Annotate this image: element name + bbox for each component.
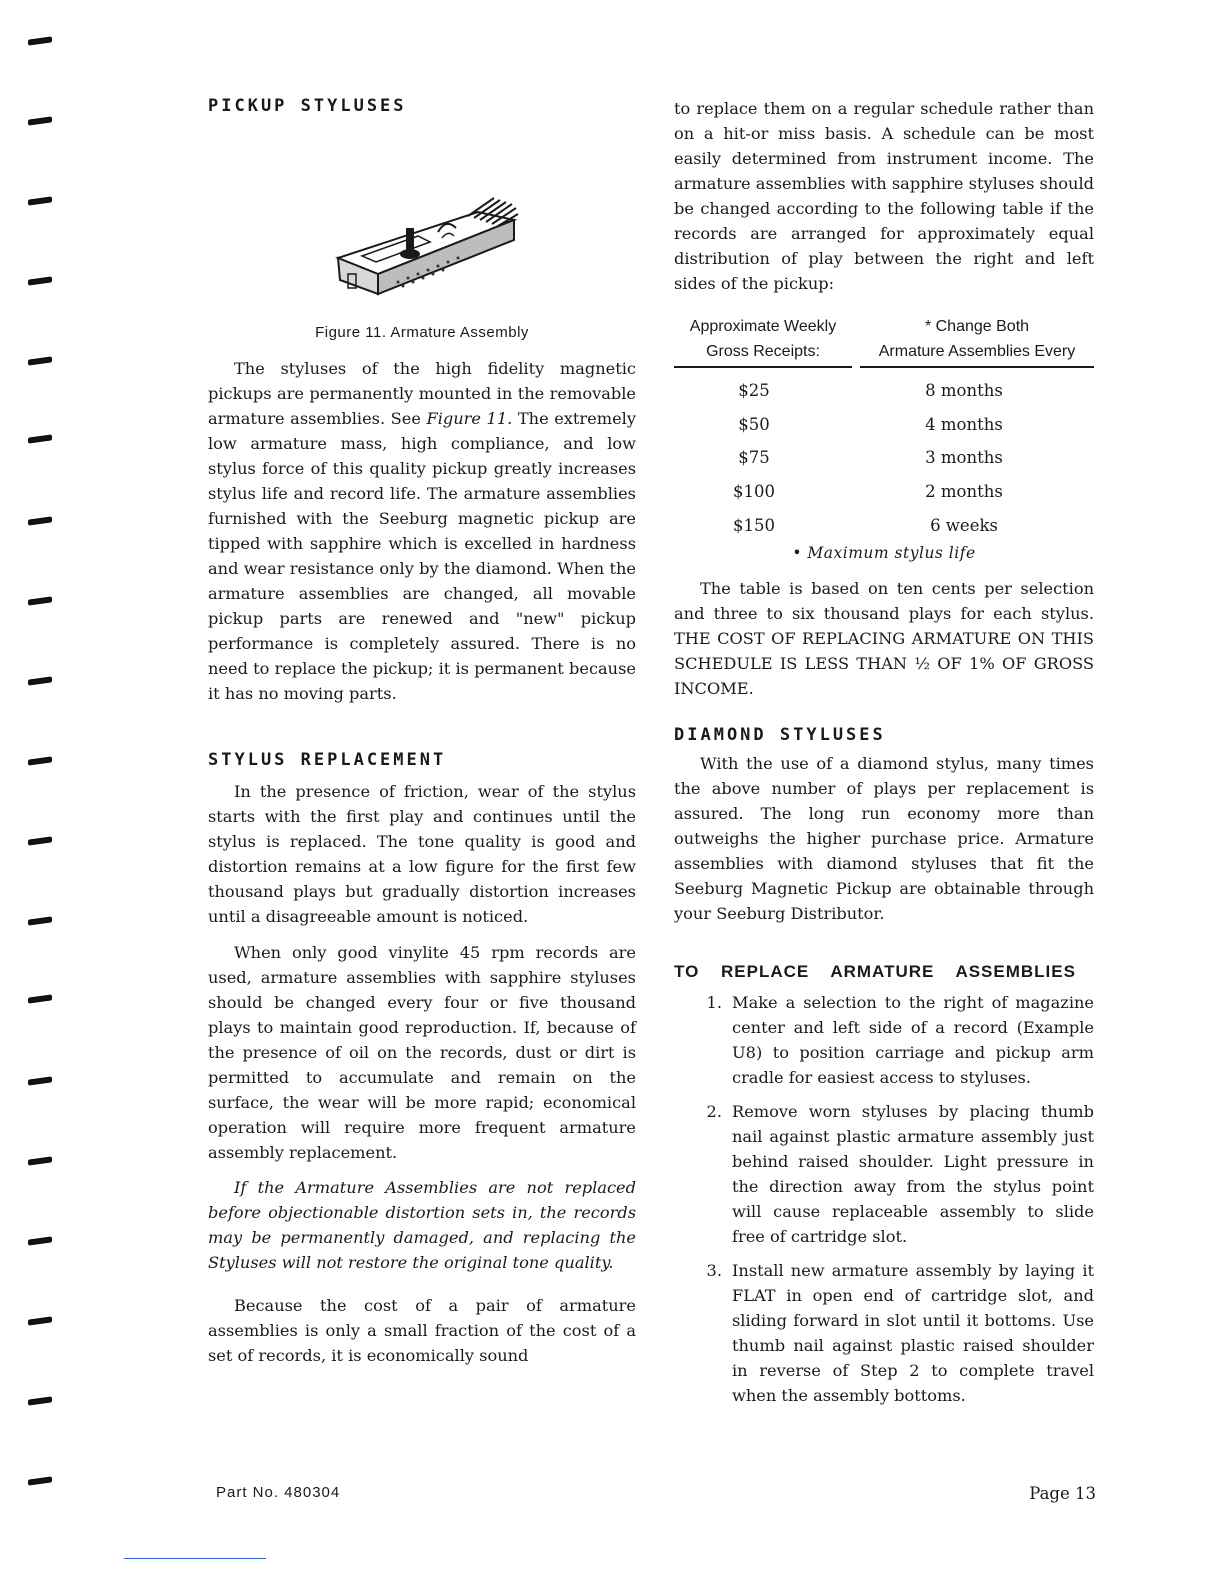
replacement-paragraph-4: Because the cost of a pair of armature assemblies is only a small fraction of the cost of a set of records, it is economically sound xyxy=(208,1296,636,1365)
binding-mark xyxy=(28,1396,52,1405)
receipts-cell: $50 xyxy=(738,414,770,434)
bottom-rule xyxy=(124,1558,266,1559)
table-row xyxy=(674,508,1094,542)
step-text: Remove worn styluses by placing thumb nail against plastic armature assembly just behind raised shoulder. Light pressure in the direction away from the stylus point will cause replaceable assembly to slide free of cartridge slot. xyxy=(732,1101,1094,1246)
page-number: Page 13 xyxy=(1029,1484,1096,1503)
list-item xyxy=(674,1258,1094,1408)
left-column xyxy=(208,96,636,1368)
step-number: 2. xyxy=(706,1101,722,1121)
replacement-warning: If the Armature Assemblies are not replaced before objectionable distortion sets in, the records may be permanently damaged, and replacing the Styluses will not restore the original tone quality. xyxy=(208,1178,636,1272)
binding-mark xyxy=(28,596,52,605)
interval-cell: 3 months xyxy=(925,448,1003,468)
binding-mark xyxy=(28,836,52,845)
figure-caption: Figure 11. Armature Assembly xyxy=(315,324,529,341)
binding-mark xyxy=(28,196,52,205)
interval-cell: 2 months xyxy=(925,482,1003,502)
list-item xyxy=(674,990,1094,1090)
binding-mark xyxy=(28,1156,52,1165)
pickup-paragraph: The styluses of the high fidelity magnetic pickups are permanently mounted in the removable armature assemblies. See Figure 11. The extremely low armature mass, high compliance, and low stylus force of this quality pickup greatly increases stylus life and record life. The armature assemblies furnished with the Seeburg magnetic pickup are tipped with sapphire which is excelled in hardness and wear resistance only by the diamond. When the armature assemblies are changed, all movable pickup parts are renewed and "new" pickup performance is completely assured. There is no need to replace the pickup; it is permanent because it has no moving parts. xyxy=(208,359,636,703)
section-heading-diamond-styluses: DIAMOND STYLUSES xyxy=(674,724,886,745)
replace-steps-list xyxy=(674,990,1094,1408)
receipts-cell: $150 xyxy=(733,515,775,535)
binding-mark xyxy=(28,1236,52,1245)
step-number: 1. xyxy=(706,992,722,1012)
figure-reference: Figure 11. xyxy=(426,409,513,428)
table-basis-paragraph: The table is based on ten cents per selection and three to six thousand plays for each stylus. THE COST OF REPLACING ARMATURE ON THIS SCHEDULE IS LESS THAN ½ OF 1% OF GROSS INCOME. xyxy=(674,578,1094,698)
figure-armature-assembly xyxy=(208,116,636,341)
table-row xyxy=(674,441,1094,475)
binding-mark xyxy=(28,756,52,765)
binding-mark xyxy=(28,516,52,525)
right-column xyxy=(674,96,1094,1417)
binding-mark xyxy=(28,434,52,443)
receipts-cell: $100 xyxy=(733,482,775,502)
interval-cell: 6 weeks xyxy=(930,515,998,535)
table-row xyxy=(674,475,1094,509)
binding-mark xyxy=(28,356,52,365)
step-text: Make a selection to the right of magazine center and left side of a record (Example U8) to position carriage and pickup arm cradle for easiest access to styluses. xyxy=(732,992,1094,1087)
binding-mark xyxy=(28,276,52,285)
interval-cell: 4 months xyxy=(925,414,1003,434)
table-row xyxy=(674,374,1094,408)
part-number: Part No. 480304 xyxy=(216,1484,341,1501)
table-header-interval: * Change Both Armature Assemblies Every xyxy=(860,314,1094,368)
binding-mark xyxy=(28,676,52,685)
binding-mark xyxy=(28,916,52,925)
replacement-paragraph-2: When only good vinylite 45 rpm records are used, armature assemblies with sapphire styluses should be changed every four or five thousand plays to maintain good reproduction. If, because of the presence of oil on the records, dust or dirt is permitted to accumulate and remain on the surface, the wear will be more rapid; economical operation will require more frequent armature assembly replacement. xyxy=(208,943,636,1162)
binding-mark xyxy=(28,1476,52,1485)
binding-mark xyxy=(28,36,52,45)
table-row xyxy=(674,408,1094,442)
interval-cell: 8 months xyxy=(925,381,1003,401)
section-heading-replace-armature: TO REPLACE ARMATURE ASSEMBLIES xyxy=(674,961,1076,981)
table-header xyxy=(674,314,1094,368)
step-number: 3. xyxy=(706,1260,722,1280)
binding-mark xyxy=(28,1316,52,1325)
table-header-receipts: Approximate Weekly Gross Receipts: xyxy=(674,314,852,368)
diamond-paragraph: With the use of a diamond stylus, many times the above number of plays per replacement is assured. The long run economy more than outweighs the higher purchase price. Armature assemblies with diamond styluses that fit the Seeburg Magnetic Pickup are obtainable through your Seeburg Distributor. xyxy=(674,753,1094,923)
schedule-paragraph: to replace them on a regular schedule rather than on a hit-or miss basis. A schedule can be most easily determined from instrument income. The armature assemblies with sapphire styluses should be changed according to the following table if the records are arranged for approximately equal distribution of play between the right and left sides of the pickup: xyxy=(674,99,1094,293)
replacement-paragraph-1: In the presence of friction, wear of the stylus starts with the first play and continues until the stylus is replaced. The tone quality is good and distortion remains at a low figure for the first few thousand plays but gradually distortion increases until a disagreeable amount is noticed. xyxy=(208,782,636,926)
replacement-schedule-table xyxy=(674,314,1094,562)
table-footnote: • Maximum stylus life xyxy=(792,543,976,562)
list-item xyxy=(674,1099,1094,1249)
binding-mark xyxy=(28,1076,52,1085)
section-heading-pickup-styluses: PICKUP STYLUSES xyxy=(208,96,407,116)
section-heading-stylus-replacement: STYLUS REPLACEMENT xyxy=(208,750,447,770)
armature-assembly-illustration xyxy=(318,190,528,310)
binding-mark xyxy=(28,994,52,1003)
binding-mark xyxy=(28,116,52,125)
receipts-cell: $75 xyxy=(738,448,770,468)
receipts-cell: $25 xyxy=(738,381,770,401)
step-text: Install new armature assembly by laying it FLAT in open end of cartridge slot, and sliding forward in slot until it bottoms. Use thumb nail against plastic raised shoulder in reverse of Step 2 to complete travel when the assembly bottoms. xyxy=(732,1260,1094,1405)
